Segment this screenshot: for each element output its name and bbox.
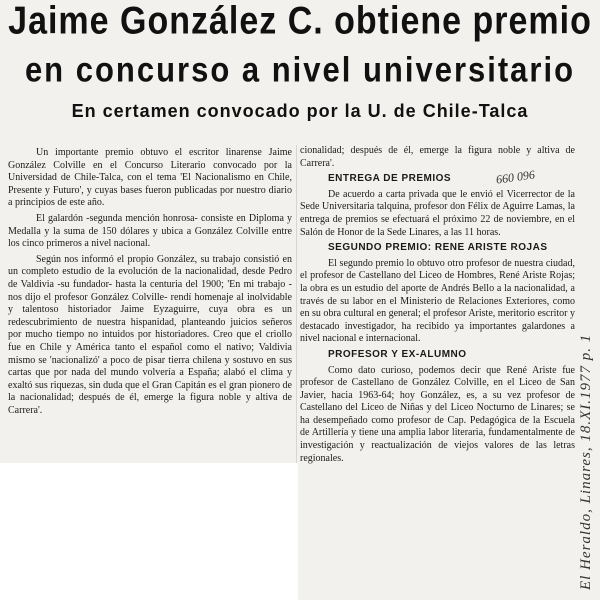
left-paragraph-2: El galardón -segunda mención honrosa- consiste en Diploma y Medalla y la suma de 150 dólares y ubica a González Colville entre los cinco primeros a nivel nacional.	[8, 212, 292, 250]
right-column	[300, 145, 575, 468]
left-paragraph-1: Un importante premio obtuvo el escritor linarense Jaime González Colville en el Concurso Literario convocado por la Universidad de Chile-Talca, con el tema 'El Nacionalismo en Chile, Presente y Futuro', y cuyas bases fueron publicadas por nuestro diario a principios de este año.	[8, 147, 292, 209]
section-heading-entrega: ENTREGA DE PREMIOS	[328, 173, 452, 185]
headline-subtitle: En certamen convocado por la U. de Chile-Talca	[71, 101, 529, 121]
left-paragraph-3: Según nos informó el propio González, su trabajo consistió en un completo estudio de la evolución de la nacionalidad, desde Pedro de Valdivia -su fundador- hasta la centuria del 1900; 'En mi trabajo -nos dijo el profesor González Colville- rendí homenaje al inolvidable y talentoso historiador Jaime Eyzaguirre, cuya obra es un redescubrimiento de nuestra hispanidad, planteando juicios señeros por mucho tiempo no intuidos por historiadores. Creo que el criollo fue en Chile y América tanto el español como el nativo; Valdivia mismo se 'nacionalizó' a poco de pisar tierra chilena y sostuvo en sus cartas que por nada del mundo volvería a España; alabó el clima y exaltó sus riquezas, sin duda que el Gran Capitán es el gran pionero de la nacionalidad; después de él, emerge la figura noble y altiva de Carrera'.	[8, 253, 292, 416]
right-continuation: cionalidad; después de él, emerge la figura noble y altiva de Carrera'.	[300, 145, 575, 169]
section-segundo-premio-paragraph: El segundo premio lo obtuvo otro profesor de nuestra ciudad, el profesor de Castellano del Liceo de Hombres, René Ariste Rojas; la obra es un estudio del aporte de Andrés Bello a la nacionalidad, a través de su labor en el Ministerio de Relaciones Exteriores, como en su obra cultural en general; el profesor Ariste, meritorio escritor y destacado investigador, ha recibido ya importantes galardones a nivel nacional e internacional.	[300, 257, 575, 345]
section-heading-profesor: PROFESOR Y EX-ALUMNO	[328, 348, 467, 360]
section-heading-segundo-premio: SEGUNDO PREMIO: RENE ARISTE ROJAS	[328, 242, 548, 254]
column-fold-line	[296, 145, 297, 463]
handwritten-number: 660 096	[495, 167, 536, 187]
left-column	[8, 147, 292, 460]
section-profesor-paragraph: Como dato curioso, podemos decir que René Ariste fue profesor de Castellano de González Colville, en el Liceo de San Javier, hacia 1963-64; hoy González, es, a su vez profesor de Castellano del Liceo de Niñas y del Liceo Nocturno de Linares; se ha desempeñado como profesor de Cap. Pedagógica de la Escuela de Artillería y tiene una amplia labor literaria, fundamentalmente de investigación y reactualización de viejos valores de las letras regionales.	[300, 364, 575, 464]
headline-line-1: Jaime González C. obtiene premio	[8, 0, 592, 43]
headline-line-2: en concurso a nivel universitario	[24, 49, 576, 90]
handwritten-source: El Heraldo, Linares, 18.XI.1977 p. 1	[578, 333, 594, 590]
section-entrega-paragraph: De acuerdo a carta privada que le envió el Vicerrector de la Sede Universitaria talquina, profesor don Félix de Aguirre Lamas, la entrega de premios se efectuará el próximo 22 de noviembre, en el Salón de Honor de la Sede Linares, a las 11 horas.	[300, 188, 575, 238]
blank-area	[0, 463, 298, 600]
